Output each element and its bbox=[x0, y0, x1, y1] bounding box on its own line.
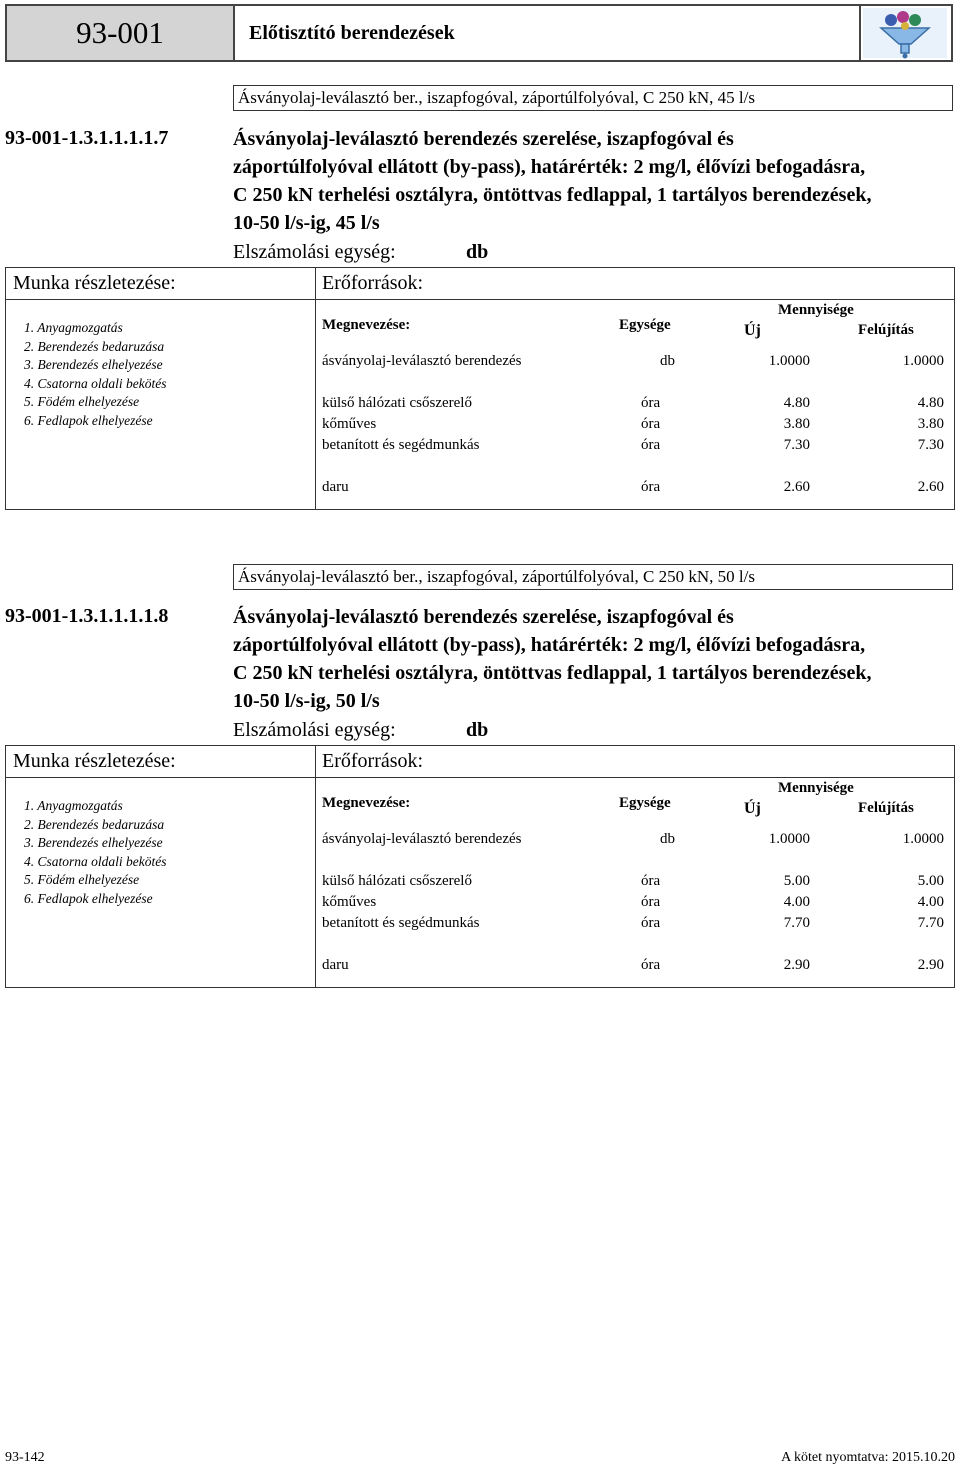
labor-name: külső hálózati csőszerelő bbox=[322, 395, 472, 411]
material-new: 1.0000 bbox=[768, 353, 810, 369]
labor-name: kőműves bbox=[322, 416, 377, 432]
item-2-short-title: Ásványolaj-leválasztó ber., iszapfogóval, záportúlfolyóval, C 250 kN, 50 l/s bbox=[233, 564, 953, 590]
work-steps-list bbox=[24, 319, 167, 431]
labor-name: kőműves bbox=[322, 894, 377, 910]
resources-heading: Erőforrások: bbox=[322, 272, 424, 294]
col-name-header: Megnevezése: bbox=[322, 795, 411, 811]
material-unit: db bbox=[660, 831, 675, 847]
col-renew-header: Felújítás bbox=[858, 322, 914, 338]
machine-name: daru bbox=[322, 479, 349, 495]
material-renew: 1.0000 bbox=[902, 831, 944, 847]
item-1-unit-label: Elszámolási egység: bbox=[233, 241, 396, 263]
description-line: záportúlfolyóval ellátott (by-pass), határérték: 2 mg/l, élővízi befogadásra, bbox=[233, 156, 866, 178]
description-line: záportúlfolyóval ellátott (by-pass), határérték: 2 mg/l, élővízi befogadásra, bbox=[233, 634, 866, 656]
material-name: ásványolaj-leválasztó berendezés bbox=[322, 831, 522, 847]
description-line: C 250 kN terhelési osztályra, öntöttvas fedlappal, 1 tartályos berendezések, bbox=[233, 662, 872, 684]
machine-renew: 2.90 bbox=[917, 957, 944, 973]
labor-unit: óra bbox=[641, 395, 661, 411]
labor-name: betanított és segédmunkás bbox=[322, 915, 480, 931]
labor-unit: óra bbox=[641, 915, 661, 931]
list-item: 6. Fedlapok elhelyezése bbox=[24, 890, 153, 906]
page-number: 93-142 bbox=[5, 1450, 45, 1465]
machine-unit: óra bbox=[641, 957, 661, 973]
description-line: Ásványolaj-leválasztó berendezés szerelése, iszapfogóval és bbox=[233, 128, 734, 150]
machine-new: 2.60 bbox=[783, 479, 810, 495]
description-line: 10-50 l/s-ig, 50 l/s bbox=[233, 690, 380, 712]
item-1-short-title: Ásványolaj-leválasztó ber., iszapfogóval, záportúlfolyóval, C 250 kN, 45 l/s bbox=[233, 85, 953, 111]
col-quantity-header: Mennyisége bbox=[778, 302, 854, 318]
machine-renew: 2.60 bbox=[917, 479, 944, 495]
labor-unit: óra bbox=[641, 437, 661, 453]
description-line: 10-50 l/s-ig, 45 l/s bbox=[233, 212, 380, 234]
labor-name: betanított és segédmunkás bbox=[322, 437, 480, 453]
list-item: 1. Anyagmozgatás bbox=[24, 320, 123, 335]
col-renew-header: Felújítás bbox=[858, 800, 914, 816]
work-details-heading: Munka részletezése: bbox=[13, 272, 176, 294]
list-item: 2. Berendezés bedaruzása bbox=[24, 816, 165, 832]
col-quantity-header: Mennyisége bbox=[778, 780, 854, 796]
labor-renew: 7.70 bbox=[917, 915, 944, 931]
list-item: 3. Berendezés elhelyezése bbox=[24, 835, 163, 851]
material-unit: db bbox=[660, 353, 675, 369]
item-2-description bbox=[233, 603, 955, 715]
list-item: 5. Födém elhelyezése bbox=[24, 872, 140, 888]
item-1-description bbox=[233, 125, 955, 237]
col-new-header: Új bbox=[744, 322, 761, 339]
labor-renew: 3.80 bbox=[917, 416, 944, 432]
labor-renew: 4.80 bbox=[917, 395, 944, 411]
item-2-unit-label: Elszámolási egység: bbox=[233, 719, 396, 741]
col-name-header: Megnevezése: bbox=[322, 317, 411, 333]
item-2-details-frame bbox=[5, 745, 955, 988]
list-item: 2. Berendezés bedaruzása bbox=[24, 338, 165, 354]
material-renew: 1.0000 bbox=[902, 353, 944, 369]
page-header bbox=[5, 4, 953, 62]
item-1-details-frame bbox=[5, 267, 955, 510]
labor-new: 5.00 bbox=[783, 873, 810, 889]
labor-new: 4.00 bbox=[783, 894, 810, 910]
labor-new: 7.70 bbox=[783, 915, 810, 931]
col-new-header: Új bbox=[744, 800, 761, 817]
list-item: 5. Födém elhelyezése bbox=[24, 394, 140, 410]
labor-unit: óra bbox=[641, 416, 661, 432]
labor-new: 3.80 bbox=[783, 416, 810, 432]
labor-renew: 7.30 bbox=[917, 437, 944, 453]
item-2-unit-value: db bbox=[466, 719, 489, 741]
list-item: 4. Csatorna oldali bekötés bbox=[24, 853, 167, 869]
col-unit-header: Egysége bbox=[619, 795, 671, 811]
material-new: 1.0000 bbox=[768, 831, 810, 847]
machine-unit: óra bbox=[641, 479, 661, 495]
labor-unit: óra bbox=[641, 894, 661, 910]
funnel-spheres-logo-icon bbox=[859, 6, 951, 60]
item-2-code: 93-001-1.3.1.1.1.1.8 bbox=[5, 605, 169, 627]
resources-heading: Erőforrások: bbox=[322, 750, 424, 772]
list-item: 3. Berendezés elhelyezése bbox=[24, 357, 163, 373]
labor-renew: 4.00 bbox=[917, 894, 944, 910]
labor-new: 4.80 bbox=[783, 395, 810, 411]
work-steps-list bbox=[24, 797, 167, 909]
list-item: 4. Csatorna oldali bekötés bbox=[24, 375, 167, 391]
machine-name: daru bbox=[322, 957, 349, 973]
item-1-code: 93-001-1.3.1.1.1.1.7 bbox=[5, 127, 169, 149]
labor-new: 7.30 bbox=[783, 437, 810, 453]
labor-unit: óra bbox=[641, 873, 661, 889]
labor-name: külső hálózati csőszerelő bbox=[322, 873, 472, 889]
chapter-code: 93-001 bbox=[7, 6, 235, 60]
list-item: 6. Fedlapok elhelyezése bbox=[24, 412, 153, 428]
print-date: A kötet nyomtatva: 2015.10.20 bbox=[781, 1450, 955, 1465]
labor-renew: 5.00 bbox=[917, 873, 944, 889]
material-name: ásványolaj-leválasztó berendezés bbox=[322, 353, 522, 369]
list-item: 1. Anyagmozgatás bbox=[24, 798, 123, 813]
description-line: C 250 kN terhelési osztályra, öntöttvas fedlappal, 1 tartályos berendezések, bbox=[233, 184, 872, 206]
item-1-unit-value: db bbox=[466, 241, 489, 263]
col-unit-header: Egysége bbox=[619, 317, 671, 333]
chapter-title: Előtisztító berendezések bbox=[249, 21, 455, 44]
description-line: Ásványolaj-leválasztó berendezés szerelése, iszapfogóval és bbox=[233, 606, 734, 628]
machine-new: 2.90 bbox=[783, 957, 810, 973]
work-details-heading: Munka részletezése: bbox=[13, 750, 176, 772]
